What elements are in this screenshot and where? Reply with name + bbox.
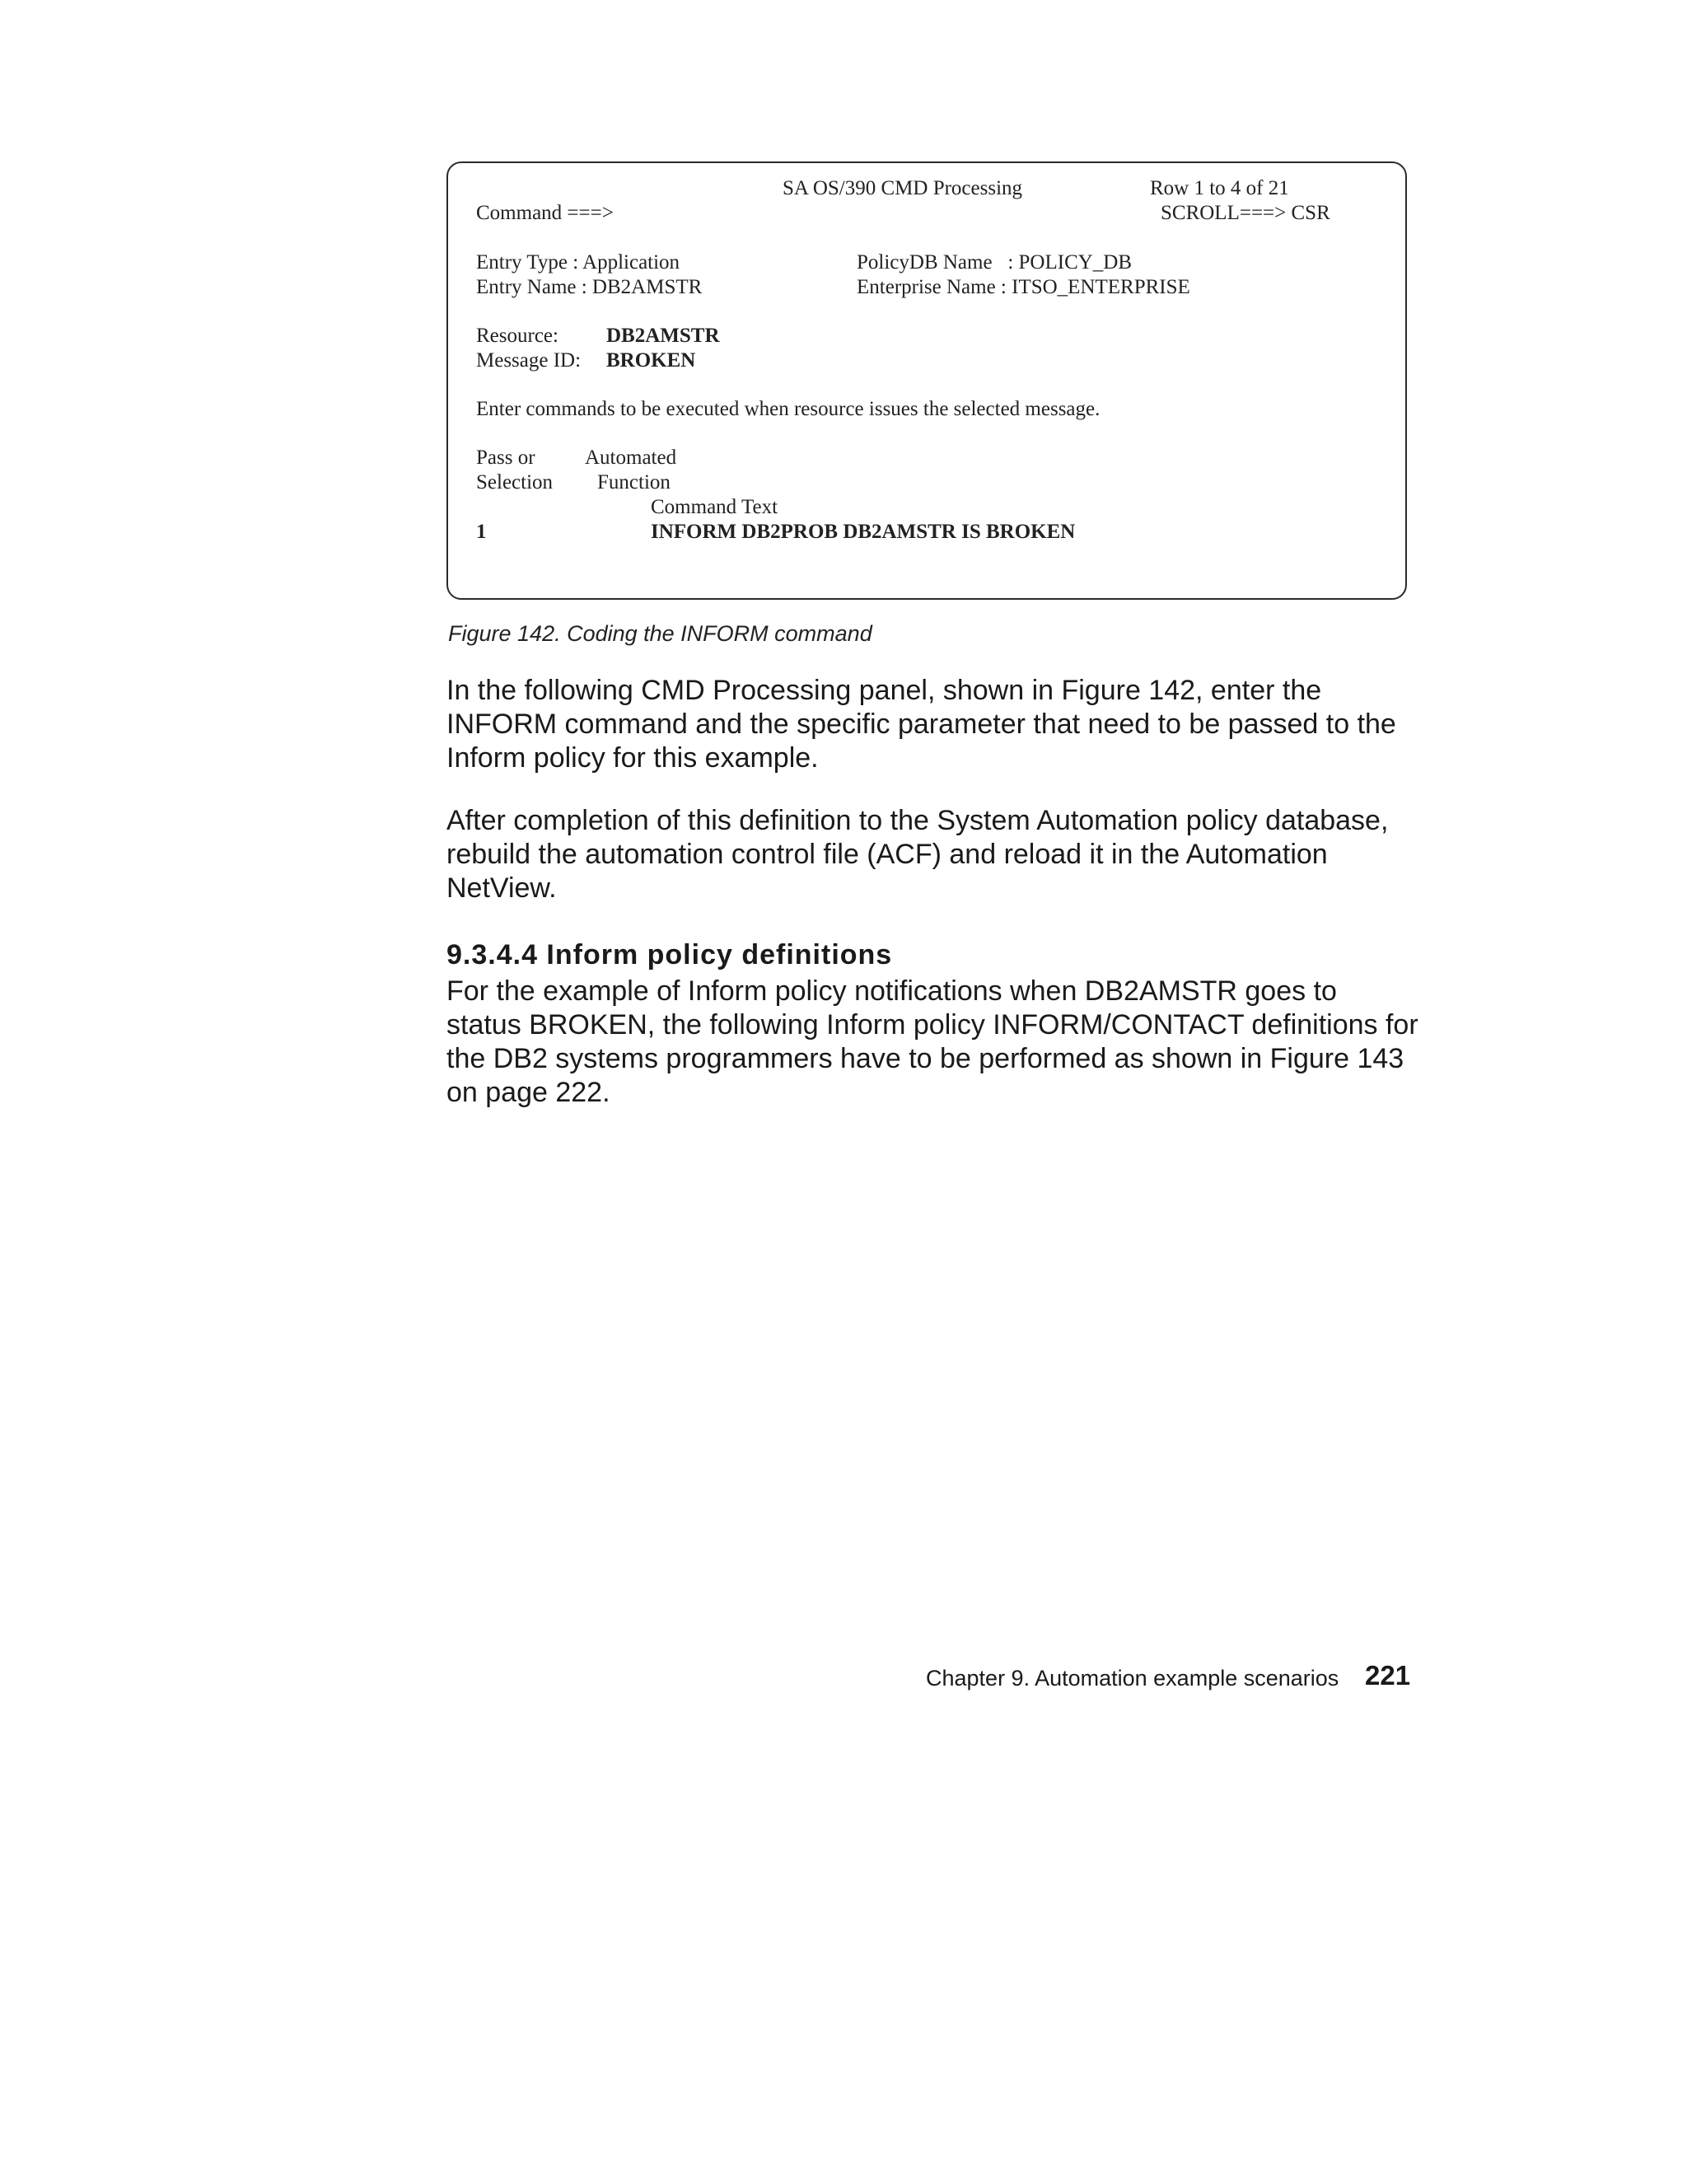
command-row-selection: 1 — [476, 521, 487, 543]
message-id-label: Message ID: — [476, 349, 582, 372]
message-id-value: BROKEN — [606, 349, 696, 372]
column-header-command-text: Command Text — [651, 496, 778, 518]
screen-title: SA OS/390 CMD Processing — [783, 177, 1023, 199]
column-header-automated: Automated — [585, 447, 677, 469]
resource-value: DB2AMSTR — [606, 325, 720, 347]
row-info: Row 1 to 4 of 21 — [1150, 177, 1289, 199]
enterprise-name: Enterprise Name : ITSO_ENTERPRISE — [857, 276, 1190, 298]
column-header-function: Function — [597, 471, 671, 493]
section-heading: 9.3.4.4 Inform policy definitions — [446, 939, 893, 970]
instruction-text: Enter commands to be executed when resource issues the selected message. — [476, 398, 1101, 420]
page-number: 221 — [1365, 1660, 1411, 1691]
command-row-text: INFORM DB2PROB DB2AMSTR IS BROKEN — [651, 521, 1076, 543]
figure-caption: Figure 142. Coding the INFORM command — [448, 621, 872, 646]
scroll-setting: SCROLL===> CSR — [1161, 202, 1330, 224]
resource-label: Resource: — [476, 325, 558, 347]
footer-chapter: Chapter 9. Automation example scenarios — [926, 1666, 1339, 1691]
entry-name: Entry Name : DB2AMSTR — [476, 276, 703, 298]
policydb-name: PolicyDB Name : POLICY_DB — [857, 251, 1133, 274]
paragraph-3: For the example of Inform policy notifications when DB2AMSTR goes to status BROKEN, the following Inform policy INFORM/CONTACT definitions for the DB2 systems programmers have to be performed as shown in Figure 143 on page 222. — [446, 975, 1418, 1108]
column-header-selection: Selection — [476, 471, 554, 493]
command-prompt: Command ===> — [476, 202, 614, 224]
column-header-pass-or: Pass or — [476, 447, 535, 469]
entry-type: Entry Type : Application — [476, 251, 680, 274]
paragraph-2: After completion of this definition to the System Automation policy database, rebuild the automation control file (ACF) and reload it in the Automation NetView. — [446, 805, 1389, 904]
paragraph-1: In the following CMD Processing panel, shown in Figure 142, enter the INFORM command and the specific parameter that need to be passed to the Inform policy for this example. — [446, 675, 1396, 774]
